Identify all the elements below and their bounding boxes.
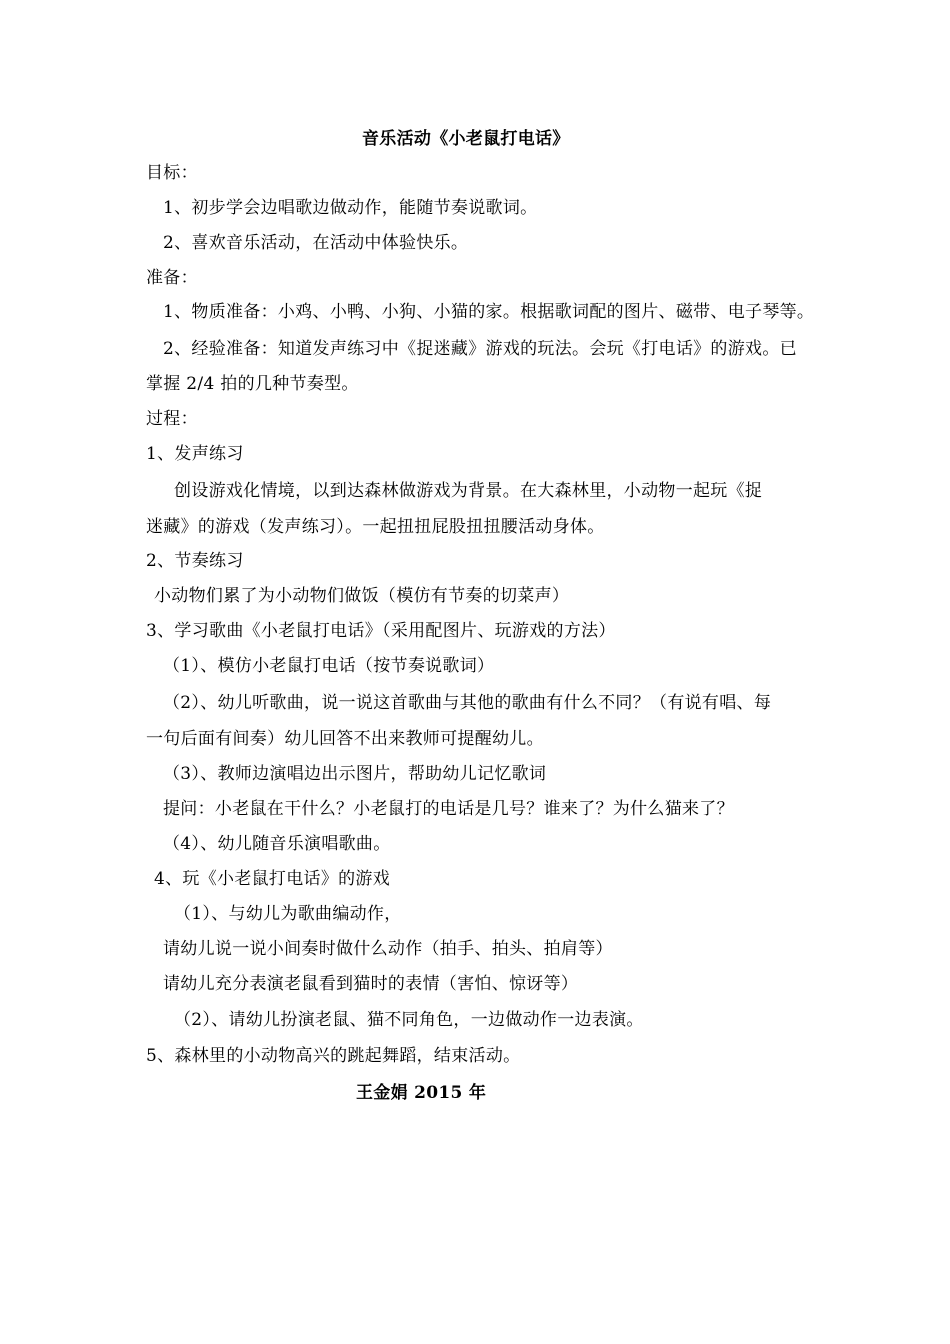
process-step-1-text-cont: 迷藏》的游戏（发声练习）。一起扭扭屁股扭扭腰活动身体。 [146, 517, 605, 537]
process-step-1: 1、发声练习 [146, 444, 244, 464]
preparation-item-1: 1、物质准备：小鸡、小鸭、小狗、小猫的家。根据歌词配的图片、磁带、电子琴等。 [163, 302, 815, 322]
preparation-item-2-cont: 掌握 2/4 拍的几种节奏型。 [146, 374, 359, 394]
process-step-3-sub-3: （3）、教师边演唱边出示图片，帮助幼儿记忆歌词 [163, 764, 547, 784]
goal-item-2: 2、喜欢音乐活动，在活动中体验快乐。 [163, 233, 469, 253]
preparation-item-2: 2、经验准备：知道发声练习中《捉迷藏》游戏的玩法。会玩《打电话》的游戏。已 [163, 339, 797, 359]
process-step-3-question: 提问：小老鼠在干什么？小老鼠打的电话是几号？谁来了？为什么猫来了？ [163, 799, 734, 819]
process-step-3-sub-2-cont: 一句后面有间奏）幼儿回答不出来教师可提醒幼儿。 [146, 729, 544, 749]
process-step-4-sub-1-text-1: 请幼儿说一说小间奏时做什么动作（拍手、拍头、拍肩等） [163, 939, 613, 959]
process-step-4-sub-2: （2）、请幼儿扮演老鼠、猫不同角色，一边做动作一边表演。 [174, 1010, 644, 1030]
process-step-4: 4、玩《小老鼠打电话》的游戏 [154, 869, 391, 889]
process-step-3: 3、学习歌曲《小老鼠打电话》（采用配图片、玩游戏的方法） [146, 621, 616, 641]
section-heading-process: 过程： [146, 409, 198, 429]
process-step-2: 2、节奏练习 [146, 551, 244, 571]
process-step-5: 5、森林里的小动物高兴的跳起舞蹈，结束活动。 [146, 1046, 521, 1066]
document-title: 音乐活动《小老鼠打电话》 [362, 129, 570, 149]
process-step-3-sub-1: （1）、模仿小老鼠打电话（按节奏说歌词） [163, 656, 495, 676]
process-step-3-sub-2: （2）、幼儿听歌曲，说一说这首歌曲与其他的歌曲有什么不同？（有说有唱、每 [163, 693, 772, 713]
author-signature: 王金娟 2015 年 [356, 1083, 487, 1103]
goal-item-1: 1、初步学会边唱歌边做动作，能随节奏说歌词。 [163, 198, 538, 218]
process-step-4-sub-1-text-2: 请幼儿充分表演老鼠看到猫时的表情（害怕、惊讶等） [163, 974, 579, 994]
process-step-1-text: 创设游戏化情境，以到达森林做游戏为背景。在大森林里，小动物一起玩《捉 [174, 481, 763, 501]
process-step-4-sub-1: （1）、与幼儿为歌曲编动作， [174, 904, 402, 924]
process-step-2-text: 小动物们累了为小动物们做饭（模仿有节奏的切菜声） [154, 586, 570, 606]
process-step-3-sub-4: （4）、幼儿随音乐演唱歌曲。 [163, 834, 391, 854]
section-heading-preparation: 准备： [146, 268, 198, 288]
section-heading-goals: 目标： [146, 163, 198, 183]
